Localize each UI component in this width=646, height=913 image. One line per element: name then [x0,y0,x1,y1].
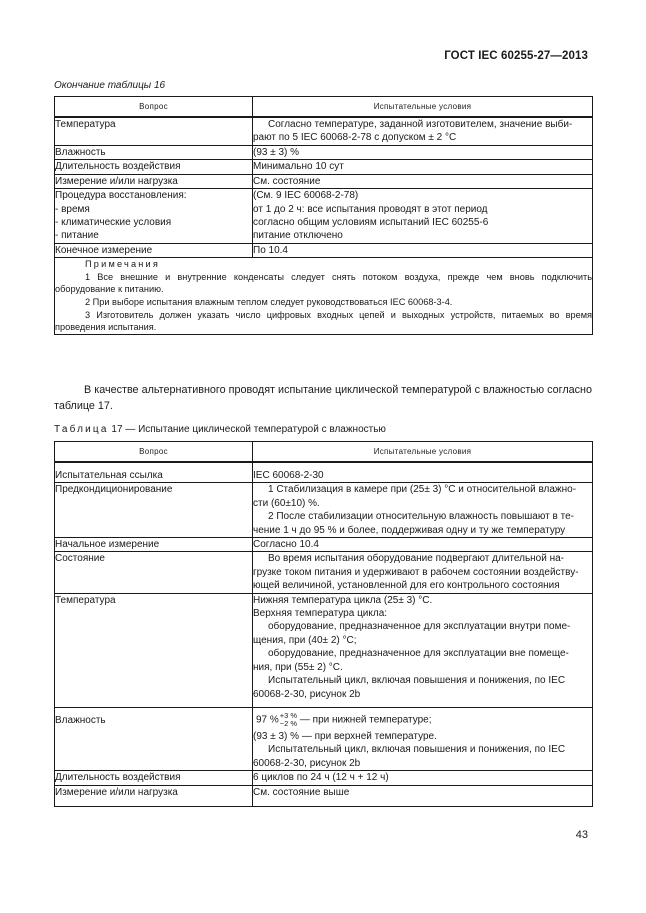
body-paragraph: В качестве альтернативного проводят испытание циклической температурой с влажностью согласно таблице 17. [54,384,592,412]
condition-line: оборудование, предназначенное для эксплуатации внутри поме- [268,621,571,633]
notes-row [55,258,593,335]
condition-line: (93 ± 3) % [253,147,300,158]
question-subitem: - питание [55,230,99,242]
column-header-conditions: Испытательные условия [253,97,593,118]
question-cell: Процедура восстановления: [55,190,187,202]
condition-line: 2 После стабилизации относительную влажность повышают в те- [268,511,574,523]
question-cell: Предкондиционирование [55,484,173,496]
document-header: ГОСТ IEC 60255-27—2013 [444,50,588,62]
notes-title: Примечания [85,259,161,270]
condition-line: грузке током питания и удерживают в рабочем состоянии воздейству- [253,566,579,578]
condition-line: Нижняя температура цикла (25± 3) °С. [253,594,433,606]
column-header-conditions: Испытательные условия [253,442,593,463]
humidity-low-line [253,712,592,728]
humidity-value: 97 % [256,714,279,726]
question-cell: Измерение и/или нагрузка [55,786,178,798]
question-cell: Влажность [55,714,106,726]
table-17-caption [54,424,386,435]
question-subitem: - климатические условия [55,217,172,229]
condition-line: ния, при (55± 2) °С. [253,661,343,673]
condition-line: чение 1 ч до 95 % и более, поддерживая одну и ту же температуру [253,524,566,536]
note-item: 2 При выборе испытания влажным теплом следует руководствоваться IEC 60068-3-4. [85,297,453,308]
question-cell: Измерение и/или нагрузка [55,175,178,187]
tolerance-lower: −2 % [279,718,298,728]
table-row [55,593,593,707]
question-cell: Температура [55,594,116,606]
question-cell: Длительность воздействия [55,772,181,784]
table-16 [54,96,593,335]
condition-line: Согласно температуре, заданной изготовителем, значение выби- [268,119,573,130]
table-row [55,174,593,188]
table-row [55,771,593,785]
table-row [55,146,593,160]
table-row [55,552,593,593]
question-cell: Длительность воздействия [55,161,181,173]
condition-line: питание отключено [253,230,343,242]
condition-line: Минимально 10 сут [253,161,344,173]
column-header-question: Вопрос [55,442,253,463]
column-header-question: Вопрос [55,97,253,118]
table-header-row [55,442,593,463]
table-row [55,243,593,257]
condition-line: щения, при (40± 2) °С; [253,634,357,646]
condition-line: Во время испытания оборудование подвергают длительной на- [268,553,565,565]
table-row [55,462,593,483]
table-17 [54,441,593,807]
table-row [55,189,593,244]
tolerance-upper: +3 % [279,710,298,720]
condition-line: (93 ± 3) % — при верхней температуре. [253,730,437,742]
condition-line: Верхняя температура цикла: [253,608,388,620]
question-subitem: - время [55,203,90,215]
condition-line: оборудование, предназначенное для эксплуатации вне помеще- [268,648,569,660]
condition-line: от 1 до 2 ч: все испытания проводят в этот период [253,203,488,215]
condition-line: согласно общим условиям испытаний IEC 60255-6 [253,217,489,229]
condition-line: 60068-2-30, рисунок 2b [253,688,361,700]
condition-line: ющей величиной, установленной для его контрольного состояния [253,580,560,592]
question-cell: Конечное измерение [55,244,153,256]
condition-line: рают по 5 IEC 60068-2-78 с допуском ± 2 °С [253,132,457,144]
condition-line: 60068-2-30, рисунок 2b [253,757,361,769]
question-cell: Начальное измерение [55,539,160,551]
caption-text: 17 — Испытание циклической температурой с влажностью [108,424,386,435]
condition-line: IEC 60068-2-30 [253,470,324,481]
humidity-low-text: — при нижней температуре; [297,714,432,726]
condition-line: Испытательный цикл, включая повышения и понижения, по IEC [268,675,566,687]
table-row [55,483,593,538]
table-header-row [55,97,593,118]
condition-line: См. состояние [253,175,321,187]
page-number: 43 [575,829,588,841]
question-cell: Состояние [55,553,105,565]
question-cell: Влажность [55,147,106,158]
condition-line: 6 циклов по 24 ч (12 ч + 12 ч) [253,772,389,784]
condition-line: По 10.4 [253,244,288,256]
table-continuation-label: Окончание таблицы 16 [54,80,166,91]
condition-line: (См. 9 IEC 60068-2-78) [253,190,359,202]
note-item: 1 Все внешние и внутренние конденсаты следует снять потоком воздуха, прежде чем вновь подключить оборудование к питанию. [55,271,592,295]
note-item: 3 Изготовитель должен указать число цифровых входных цепей и выходных устройств, питаемых во время проведения испытания. [55,309,592,333]
table-row [55,538,593,552]
condition-line: 1 Стабилизация в камере при (25± 3) °С и относительной влажно- [268,484,577,496]
table-row [55,707,593,770]
caption-label: Таблица [54,424,109,435]
condition-line: Испытательный цикл, включая повышения и понижения, по IEC [268,744,566,756]
question-cell: Испытательная ссылка [55,470,163,481]
condition-line: Согласно 10.4 [253,539,319,551]
condition-line: сти (60±10) %. [253,497,320,509]
question-cell: Температура [55,119,116,130]
condition-line: См. состояние выше [253,786,350,798]
humidity-tolerance [280,712,297,728]
table-row [55,160,593,174]
table-row [55,117,593,146]
table-row [55,785,593,806]
